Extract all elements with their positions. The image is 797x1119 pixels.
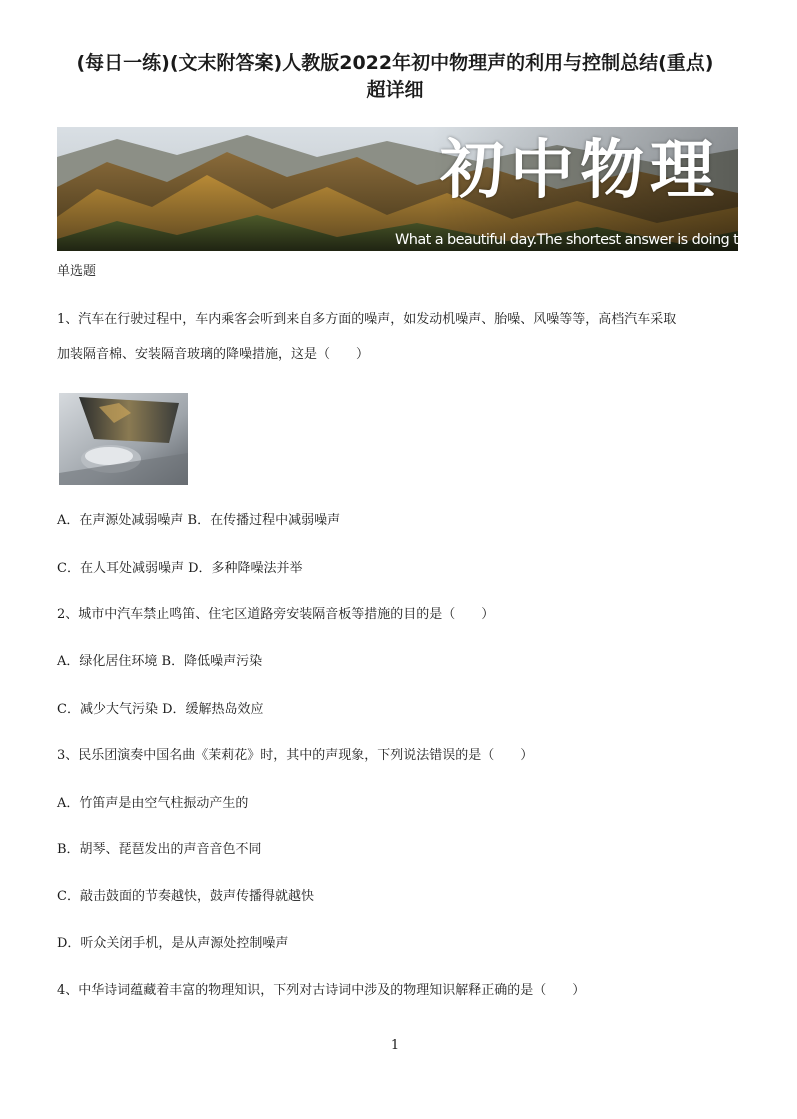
question-3-option-c: C．敲击鼓面的节奏越快，鼓声传播得就越快 — [57, 889, 314, 904]
document-title — [40, 50, 750, 104]
question-1-option-line-1: A．在声源处减弱噪声 B．在传播过程中减弱噪声 — [57, 513, 341, 528]
banner-tagline: What a beautiful day.The shortest answer is doing the thing. — [395, 232, 797, 248]
title-line-2: 超详细 — [366, 79, 424, 101]
car-side-mirror-photo — [59, 393, 188, 485]
banner-image — [57, 127, 797, 251]
question-4-stem: 4、中华诗词蕴藏着丰富的物理知识，下列对古诗词中涉及的物理知识解释正确的是（ ） — [57, 983, 586, 998]
question-1-stem-line-1: 1、汽车在行驶过程中，车内乘客会听到来自多方面的噪声，如发动机噪声、胎噪、风噪等等，高档汽车采取 — [57, 312, 677, 327]
question-3-option-d: D．听众关闭手机，是从声源处控制噪声 — [57, 936, 289, 951]
question-1-option-line-2: C．在人耳处减弱噪声 D．多种降噪法并举 — [57, 561, 303, 576]
title-line-1: (每日一练)(文末附答案)人教版2022年初中物理声的利用与控制总结(重点) — [76, 52, 714, 74]
page-number: 1 — [390, 1038, 400, 1053]
question-2-stem: 2、城市中汽车禁止鸣笛、住宅区道路旁安装隔音板等措施的目的是（ ） — [57, 607, 495, 622]
question-2-option-line-2: C．减少大气污染 D．缓解热岛效应 — [57, 702, 264, 717]
question-3-option-b: B．胡琴、琵琶发出的声音音色不同 — [57, 842, 262, 857]
question-1-stem-line-2: 加装隔音棉、安装隔音玻璃的降噪措施，这是（ ） — [57, 347, 370, 362]
question-3-stem: 3、民乐团演奏中国名曲《茉莉花》时，其中的声现象，下列说法错误的是（ ） — [57, 748, 534, 763]
banner-heading: 初中物理 — [440, 133, 720, 208]
question-2-option-line-1: A．绿化居住环境 B．降低噪声污染 — [57, 654, 263, 669]
section-label: 单选题 — [57, 264, 97, 279]
question-3-option-a: A．竹笛声是由空气柱振动产生的 — [57, 796, 249, 811]
